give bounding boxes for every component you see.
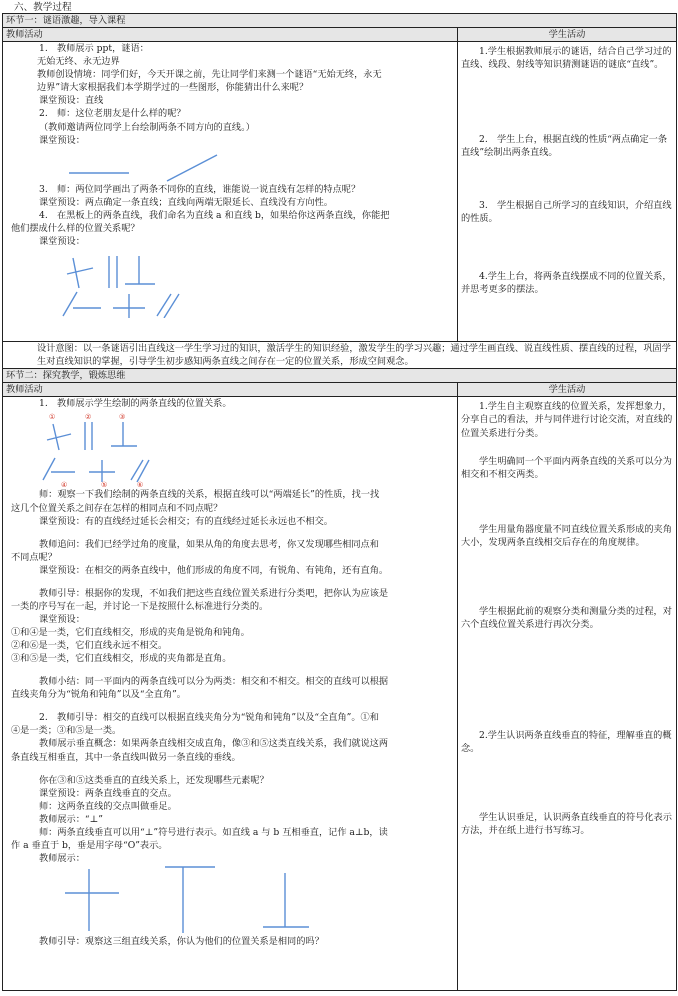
arrangement-slanted-parallel [157,294,179,318]
stage1-student-cell [458,42,677,342]
stage2-t-line: 师：两条直线垂直可以用“⊥”符号进行表示。如直线 a 与 b 互相垂直，记作 a⊥b，读 [39,826,388,838]
stage2-title-row [3,369,677,383]
design-intent: 设计意图：以一条谜语引出直线这一学生学习过的知识，激活学生的知识经验，激发学生的学习兴趣；通过学生画直线、说直线性质、摆直线的过程，巩固学生对直线知识的掌握，引导学生初步感知两条直线之间存在一定的位置关系，形成空间观念。 [3,342,677,369]
stage2-t-line: 不同点呢？ [11,551,57,563]
stage2-teacher-header: 教师活动 [3,383,458,397]
stage2-t-line: 教师展示： [39,852,85,864]
lesson-table [2,13,677,991]
stage2-t-line: 教师展示垂直概念：如果两条直线相交成直角，像③和⑤这类直线关系，我们就说这两 [39,738,389,750]
section-title: 六、教学过程 [14,2,72,13]
stage2-t-line: 教师追问：我们已经学过角的度量，如果从角的角度去思考，你又发现哪些相同点和 [39,538,379,550]
arrangement-parallel [109,256,117,288]
perpendicular-examples-figure [9,865,429,935]
label-2: ② [85,413,92,422]
stage2-t-line: ③和⑤是一类，它们直线相交，形成的夹角都是直角。 [11,653,232,665]
stage1-s3: 3. 学生根据自己所学习的直线知识，介绍直线的性质。 [461,200,672,225]
stage1-t-line: 无始无终、永无边界 [37,56,120,68]
stage1-t-line: 2. 师：这位老朋友是什么样的呢？ [39,108,186,120]
stage2-t-line: 这几个位置关系之间存在怎样的相同点和不同点呢？ [11,502,223,514]
perp-example-t [165,867,215,933]
stage2-t-line: ②和⑥是一类，它们直线永远不相交。 [11,640,168,652]
stage2-s1: 1.学生自主观察直线的位置关系，发挥想象力，分享自己的看法，并与同伴进行讨论交流，对直线的位置关系进行分类。 [461,401,673,439]
stage2-s3: 学生用量角器度量不同直线位置关系形成的夹角大小，发现两条直线相交后存在的角度规律。 [461,523,672,548]
stage1-t-line: 课堂预设：直线 [39,95,104,107]
stage2-t-line: 教师引导：根据你的发现，不如我们把这些直线位置关系进行分类吧，把你认为应该是 [39,587,389,599]
stage2-t-last: 教师引导：观察这三组直线关系，你认为他们的位置关系是相同的吗？ [39,936,324,947]
stage2-t-line: 课堂预设：在相交的两条直线中，他们形成的角度不同，有锐角、有钝角，还有直角。 [39,564,389,576]
arrangement-cross [113,294,145,318]
two-lines-figure [39,147,239,183]
stage1-header-row [3,28,677,42]
stage1-t-line: 课堂预设： [39,134,85,146]
stage2-t-line: 课堂预设：两条直线垂直的交点。 [39,787,177,799]
stage2-title: 环节二：探究教学，锻炼思维 [3,369,677,383]
stage1-student-header: 学生活动 [458,28,677,42]
stage2-t-line: 你在③和⑤这类垂直的直线关系上，还发现哪些元素呢？ [39,774,269,786]
arrangement-intersect-acute [67,258,93,288]
stage1-t-line: 1. 教师展示 ppt，谜语： [39,43,149,55]
label-3: ③ [119,413,126,422]
stage2-s6: 学生认识垂足，认识两条直线垂直的符号化表示方法，并在纸上进行书写练习。 [461,812,672,837]
label-5: ⑤ [101,481,108,489]
stage1-t-line: 3. 师：两位同学画出了两条不同你的直线，谁能说一说直线有怎样的特点呢？ [39,183,361,195]
stage1-t-line: 课堂预设： [39,235,85,247]
stage2-t-line: 教师小结：同一平面内的两条直线可以分为两类：相交和不相交。相交的直线可以根据 [39,676,389,688]
stage1-t-line: 教师创设情境：同学们好，今天开课之前，先让同学们来测一个谜语“无始无终，永无 [37,69,382,81]
figure-4-intersect [43,458,75,480]
stage1-t-line: （教师邀请两位同学上台绘制两条不同方向的直线。） [39,121,255,133]
stage2-s2: 学生明确同一个平面内两条直线的关系可以分为相交和不相交两类。 [461,455,672,480]
stage1-teacher-cell [3,42,458,342]
stage1-title: 环节一：谜语激趣，导入课程 [3,14,677,28]
stage2-t-line: 直线夹角分为“锐角和钝角”以及“全直角”。 [11,689,186,701]
stage2-content-row [3,397,677,991]
label-4: ④ [61,481,68,489]
stage2-s5: 2.学生认识两条直线垂直的特征，理解垂直的概念。 [461,729,672,754]
stage2-t-line: 教师展示：“⊥” [39,813,103,825]
stage1-teacher-header: 教师活动 [3,28,458,42]
line-arrangements-figure [39,248,239,318]
stage2-t-line: ①和④是一类，它们直线相交，形成的夹角是锐角和钝角。 [11,627,250,638]
arrangement-perpendicular-t [125,256,155,284]
stage2-t-line: 条直线互相垂直，其中一条直线叫做另一条直线的垂线。 [11,751,241,763]
stage1-content-row [3,42,677,342]
stage2-t-line: 2. 教师引导：相交的直线可以根据直线夹角分为“锐角和钝角”以及“全直角”。①和 [39,712,379,724]
figure-2-parallel [85,422,92,450]
stage1-t-line: 课堂预设：两点确定一条直线；直线向两端无限延长、直线没有方向性。 [39,196,333,208]
stage1-t-line: 边界”请大家根据我们本学期学过的一些图形，你能猜出什么来呢？ [37,82,309,94]
figure-6-slanted-parallel [131,460,149,482]
stage2-student-cell [458,397,677,991]
stage2-t-line: ④是一类；③和⑤是一类。 [11,725,122,737]
stage2-teacher-cell [3,397,458,991]
slanted-line [167,155,217,181]
figure-3-perpendicular [111,422,137,446]
stage1-s2: 2. 学生上台，根据直线的性质“两点确定一条直线”绘制出两条直线。 [461,134,668,159]
figure-5-cross [89,460,115,482]
stage1-s4: 4.学生上台，将两条直线摆成不同的位置关系，并思考更多的摆法。 [461,270,672,295]
perp-example-inverted-t [263,873,309,927]
stage2-header-row [3,383,677,397]
stage2-t-line: 师：观察一下我们绘制的两条直线的关系，根据直线可以“两端延长”的性质，找一找 [39,489,380,501]
design-intent-row [3,342,677,369]
stage1-s1: 1.学生根据教师展示的谜语，结合自己学习过的直线、线段、射线等知识猜测谜语的谜底“直线”。 [461,46,672,71]
numbered-arrangements-figure [39,410,239,488]
label-6: ⑥ [137,481,144,489]
stage2-intro: 1. 教师展示学生绘制的两条直线的位置关系。 [39,398,232,410]
arrangement-intersect-obtuse [63,292,101,316]
stage1-t-line: 他们摆成什么样的位置关系呢？ [11,222,140,234]
stage2-t-line: 课堂预设： [39,613,85,625]
stage1-t-line: 4. 在黑板上的两条直线，我们命名为直线 a 和直线 b，如果给你这两条直线，你能把 [39,209,390,221]
figure-1-intersect [47,424,71,450]
perp-example-cross [65,869,119,931]
stage2-t-line: 课堂预设：有的直线经过延长会相交；有的直线经过延长永远也不相交。 [39,515,333,527]
stage1-title-row [3,14,677,28]
stage2-t-line: 作 a 垂直于 b，垂是用字母“O”表示。 [11,839,168,851]
stage2-s4: 学生根据此前的观察分类和测量分类的过程，对六个直线位置关系进行再次分类。 [461,605,672,630]
stage2-t-line: 师：这两条直线的交点叫做垂足。 [39,800,177,812]
stage2-student-header: 学生活动 [458,383,677,397]
stage2-t-line: 一类的序号写在一起，并讨论一下是按照什么标准进行分类的。 [11,600,269,612]
label-1: ① [49,413,56,422]
